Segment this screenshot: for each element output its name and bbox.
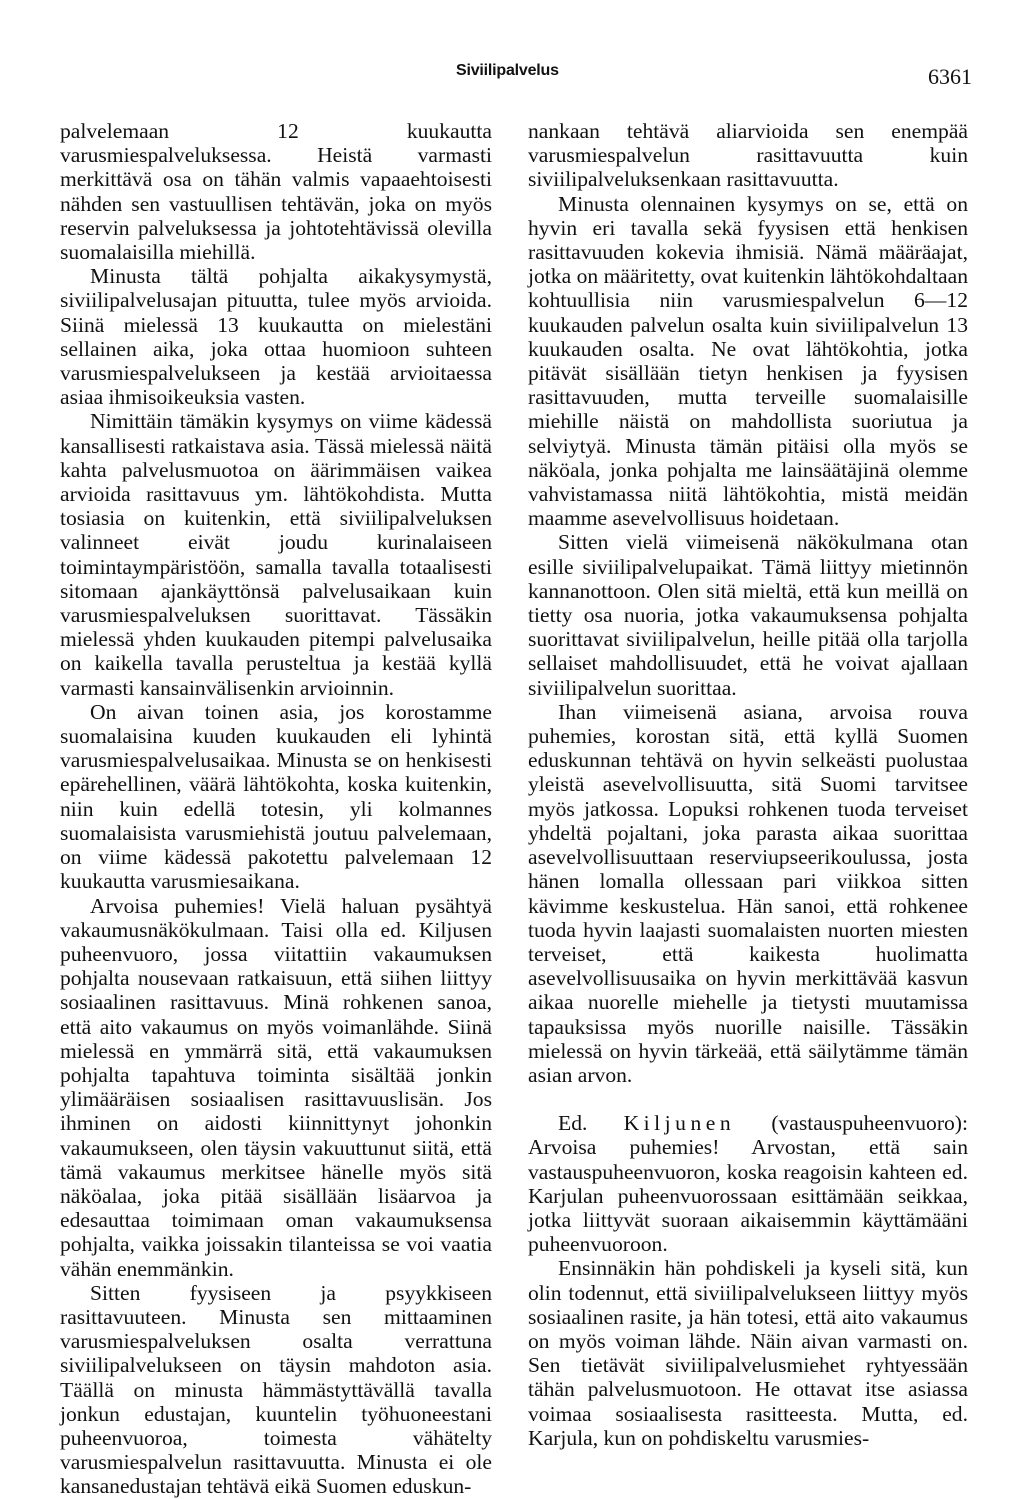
paragraph: Ensinnäkin hän pohdiskeli ja kyseli sitä, kun olin todennut, että siviilipalvelukseen liittyy myös sosiaalinen rasite, ja hän totesi, että aito vakaumus on myös voiman lähde. Näin aivan varmasti on. Sen tietävät siviilipalvelusmiehet ryhtyessään tähän palvelusmuotoon. He ottavat itse asiassa voimaa sosiaalisesta rasitteesta. Mutta, ed. Karjula, kun on pohdiskeltu varusmies-	[528, 1256, 968, 1450]
paragraph: Nimittäin tämäkin kysymys on viime kädessä kansallisesti ratkaistava asia. Tässä mielessä näitä kahta palvelusmuotoa on äärimmäisen vaikea arvioida rasittavuus ym. lähtökohdista. Mutta tosiasia on kuitenkin, että siviilipalveluksen valinneet eivät joudu kurinalaiseen toimintaympäristöön, samalla tavalla totaalisesti sitomaan ajankäyttönsä palvelusaikaan kuin varusmiespalveluksen suorittavat. Tässäkin mielessä yhden kuukauden pitempi palvelusaika on kaikella tavalla perusteltua ja kestää kyllä varmasti kansainvälisenkin arvioinnin.	[60, 409, 492, 700]
paragraph: palvelemaan 12 kuukautta varusmiespalveluksessa. Heistä varmasti merkittävä osa on tähän valmis vapaaehtoisesti nähden sen vastuullisen tehtävän, joka on myös reservin palveluksessa ja johtotehtävissä olevilla suomalaisilla miehillä.	[60, 119, 492, 265]
speaker-name: Kiljunen	[623, 1111, 736, 1136]
speech-intro: (vastauspuheenvuoro): Arvoisa puhemies! Arvostan, että sain vastauspuheenvuoron, koska reagoisin kahteen ed. Karjulan puheenvuorossaan esittämään seikkaa, jotka liittyvät suoraan aikaisemmin käyttämääni puheenvuoroon.	[528, 1111, 968, 1257]
paragraph: Arvoisa puhemies! Vielä haluan pysähtyä vakaumusnäkökulmaan. Taisi olla ed. Kiljusen puheenvuoro, jossa viitattiin vakaumuksen pohjalta nousevaan ratkaisuun, että siihen liittyy sosiaalinen rasittavuus. Minä rohkenen sanoa, että aito vakaumus on myös voimanlähde. Siinä mielessä en ymmärrä sitä, että vakaumuksen pohjalta tapahtuva toiminta sisältää jonkin ylimääräisen sosiaalisen rasittavuuslisän. Jos ihminen on aidosti kiinnittynyt johonkin vakaumukseen, olen täysin vakuuttunut siitä, että tämä vakaumus merkitsee hänelle myös sitä näköalaa, joka pitää sisällään lisäarvoa ja edesauttaa toimimaan oman vakaumuksensa pohjalta, vaikka joissakin tilanteissa se voi vaatia vähän enemmänkin.	[60, 893, 492, 1281]
left-column	[60, 119, 492, 1499]
speech-title: Ed.	[558, 1111, 588, 1136]
paragraph: Sitten fyysiseen ja psyykkiseen rasittavuuteen. Minusta sen mittaaminen varusmiespalveluksen osalta verrattuna siviilipalvelukseen on täysin mahdoton asia. Täällä on minusta hämmästyttävällä tavalla jonkun edustajan, kuuntelin työhuoneestani puheenvuoroa, toimesta vähätelty varusmiespalvelun rasittavuutta. Minusta ei ole kansanedustajan tehtävä eikä Suomen eduskun-	[60, 1280, 492, 1499]
page-number: 6361	[928, 64, 972, 89]
paragraph: On aivan toinen asia, jos korostamme suomalaisina kuuden kuukauden eli lyhintä varusmiespalvelusaikaa. Minusta se on henkisesti epärehellinen, väärä lähtökohta, koska kuitenkin, niin kuin edellä totesin, yli kolmannes suomalaisista varusmiehistä joutuu palvelemaan, on viime kädessä pakotettu palvelemaan 12 kuukautta varusmiesaikana.	[60, 699, 492, 894]
paragraph: Minusta tältä pohjalta aikakysymystä, siviilipalvelusajan pituutta, tulee myös arvioida. Siinä mielessä 13 kuukautta on mielestäni sellainen aika, joka ottaa huomioon suhteen varusmiespalvelukseen ja kestää arvioitaessa asiaa ihmisoikeuksia vasten.	[60, 264, 492, 410]
right-column	[528, 119, 968, 1450]
paragraph: nankaan tehtävä aliarvioida sen enempää varusmiespalvelun rasittavuutta kuin siviilipalveluksenkaan rasittavuutta.	[528, 119, 968, 192]
paragraph: Ihan viimeisenä asiana, arvoisa rouva puhemies, korostan sitä, että kyllä Suomen eduskunnan tehtävä on hyvin selkeästi puolustaa yleistä asevelvollisuutta, sitä Suomi tarvitsee myös jatkossa. Lopuksi rohkenen tuoda terveiset yhdeltä pojaltani, joka parasta aikaa suorittaa asevelvollisuuttaan reserviupseerikoulussa, josta hänen lomalla ollessaan pari viikkoa sitten kävimme keskustelua. Hän sanoi, että rohkenee tuoda hyvin laajasti suomalaisten nuorten miesten terveiset, että kaikesta huolimatta asevelvollisuusaika on hyvin merkittävää kasvun aikaa nuorelle miehelle ja tietysti muutamissa tapauksissa myös nuorille naisille. Tässäkin mielessä on hyvin tärkeää, että säilytämme tämän asian arvon.	[528, 699, 968, 1087]
paragraph: Sitten vielä viimeisenä näkökulmana otan esille siviilipalvelupaikat. Tämä liittyy mietinnön kannanottoon. Olen sitä mieltä, että kun meillä on tietty osa nuoria, jotka vakaumuksensa pohjalta suorittavat siviilipalvelun, heille pitää olla tarjolla sellaiset mahdollisuudet, että he voivat ajallaan siviilipalvelun suorittaa.	[528, 530, 968, 700]
running-title: Siviilipalvelus	[456, 62, 559, 79]
speech-paragraph	[528, 1111, 968, 1256]
paragraph: Minusta olennainen kysymys on se, että on hyvin eri tavalla sekä fyysisen että henkisen rasittavuuden kokevia ihmisiä. Nämä määräajat, jotka on määritetty, ovat kuitenkin lähtökohdaltaan kohtuullisia niin varusmiespalvelun 6—12 kuukauden palvelun osalta kuin siviilipalvelun 13 kuukauden osalta. Ne ovat lähtökohtia, jotka pitävät sisällään tietyn henkisen ja fyysisen rasittavuuden, mutta terveille suomalaisille miehille näistä on mahdollista suoriutua ja selviytyä. Minusta tämän pitäisi olla myös se näköala, jonka pohjalta me lainsäätäjinä olemme vahvistamassa niitä lähtökohtia, mistä meidän maamme asevelvollisuus hoidetaan.	[528, 191, 968, 531]
